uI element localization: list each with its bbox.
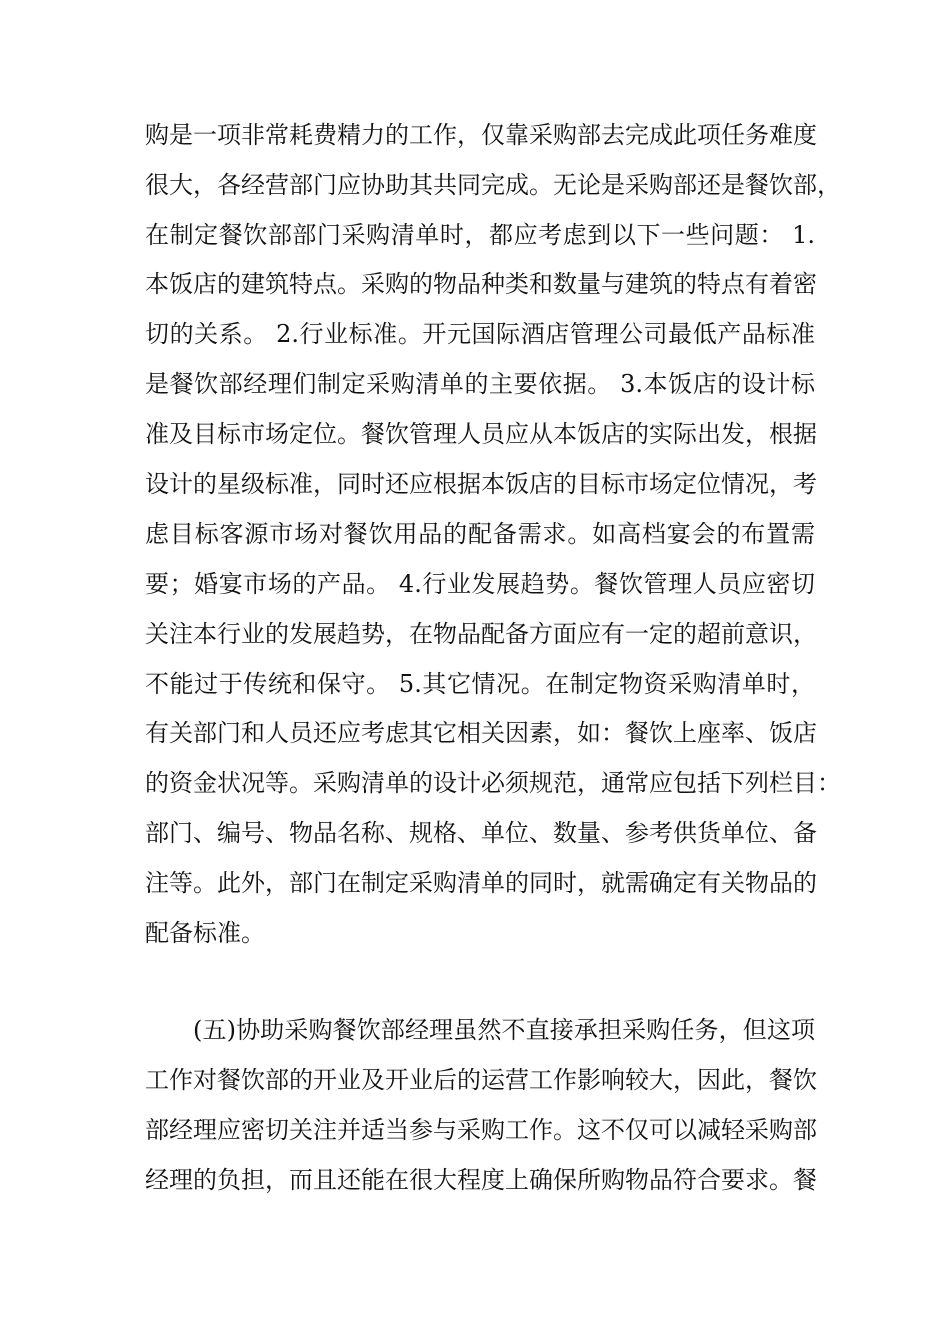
text-line: 部门、编号、物品名称、规格、单位、数量、参考供货单位、备 <box>145 819 817 847</box>
text-line: 部经理应密切关注并适当参与采购工作。这不仅可以减轻采购部 <box>145 1116 817 1144</box>
text-line: 是餐饮部经理们制定采购清单的主要依据。 3.本饭店的设计标 <box>145 370 815 398</box>
text-line: 经理的负担，而且还能在很大程度上确保所购物品符合要求。餐 <box>145 1166 817 1194</box>
text-line: 准及目标市场定位。餐饮管理人员应从本饭店的实际出发，根据 <box>145 420 817 448</box>
text-line: 设计的星级标准，同时还应根据本饭店的目标市场定位情况，考 <box>145 470 817 498</box>
text-line: 要；婚宴市场的产品。 4.行业发展趋势。餐饮管理人员应密切 <box>145 570 815 598</box>
text-line: 工作对餐饮部的开业及开业后的运营工作影响较大，因此，餐饮 <box>145 1066 817 1094</box>
text-line: 关注本行业的发展趋势，在物品配备方面应有一定的超前意识， <box>145 620 817 648</box>
text-line: 本饭店的建筑特点。采购的物品种类和数量与建筑的特点有着密 <box>145 270 817 298</box>
text-line: 注等。此外，部门在制定采购清单的同时，就需确定有关物品的 <box>145 869 817 897</box>
text-line: 不能过于传统和保守。 5.其它情况。在制定物资采购清单时， <box>145 670 815 698</box>
text-line: 虑目标客源市场对餐饮用品的配备需求。如高档宴会的布置需 <box>145 520 815 548</box>
text-line: 有关部门和人员还应考虑其它相关因素，如：餐饮上座率、饭店 <box>145 719 817 747</box>
text-line: 的资金状况等。采购清单的设计必须规范，通常应包括下列栏目： <box>145 769 841 797</box>
text-line: 切的关系。 2.行业标准。开元国际酒店管理公司最低产品标准 <box>145 320 815 348</box>
text-line: (五)协助采购餐饮部经理虽然不直接承担采购任务，但这项 <box>193 1016 815 1044</box>
text-line: 配备标准。 <box>145 919 265 947</box>
text-line: 在制定餐饮部部门采购清单时，都应考虑到以下一些问题： 1. <box>145 221 815 249</box>
text-line: 购是一项非常耗费精力的工作，仅靠采购部去完成此项任务难度 <box>145 121 817 149</box>
text-line: 很大，各经营部门应协助其共同完成。无论是采购部还是餐饮部， <box>145 171 841 199</box>
